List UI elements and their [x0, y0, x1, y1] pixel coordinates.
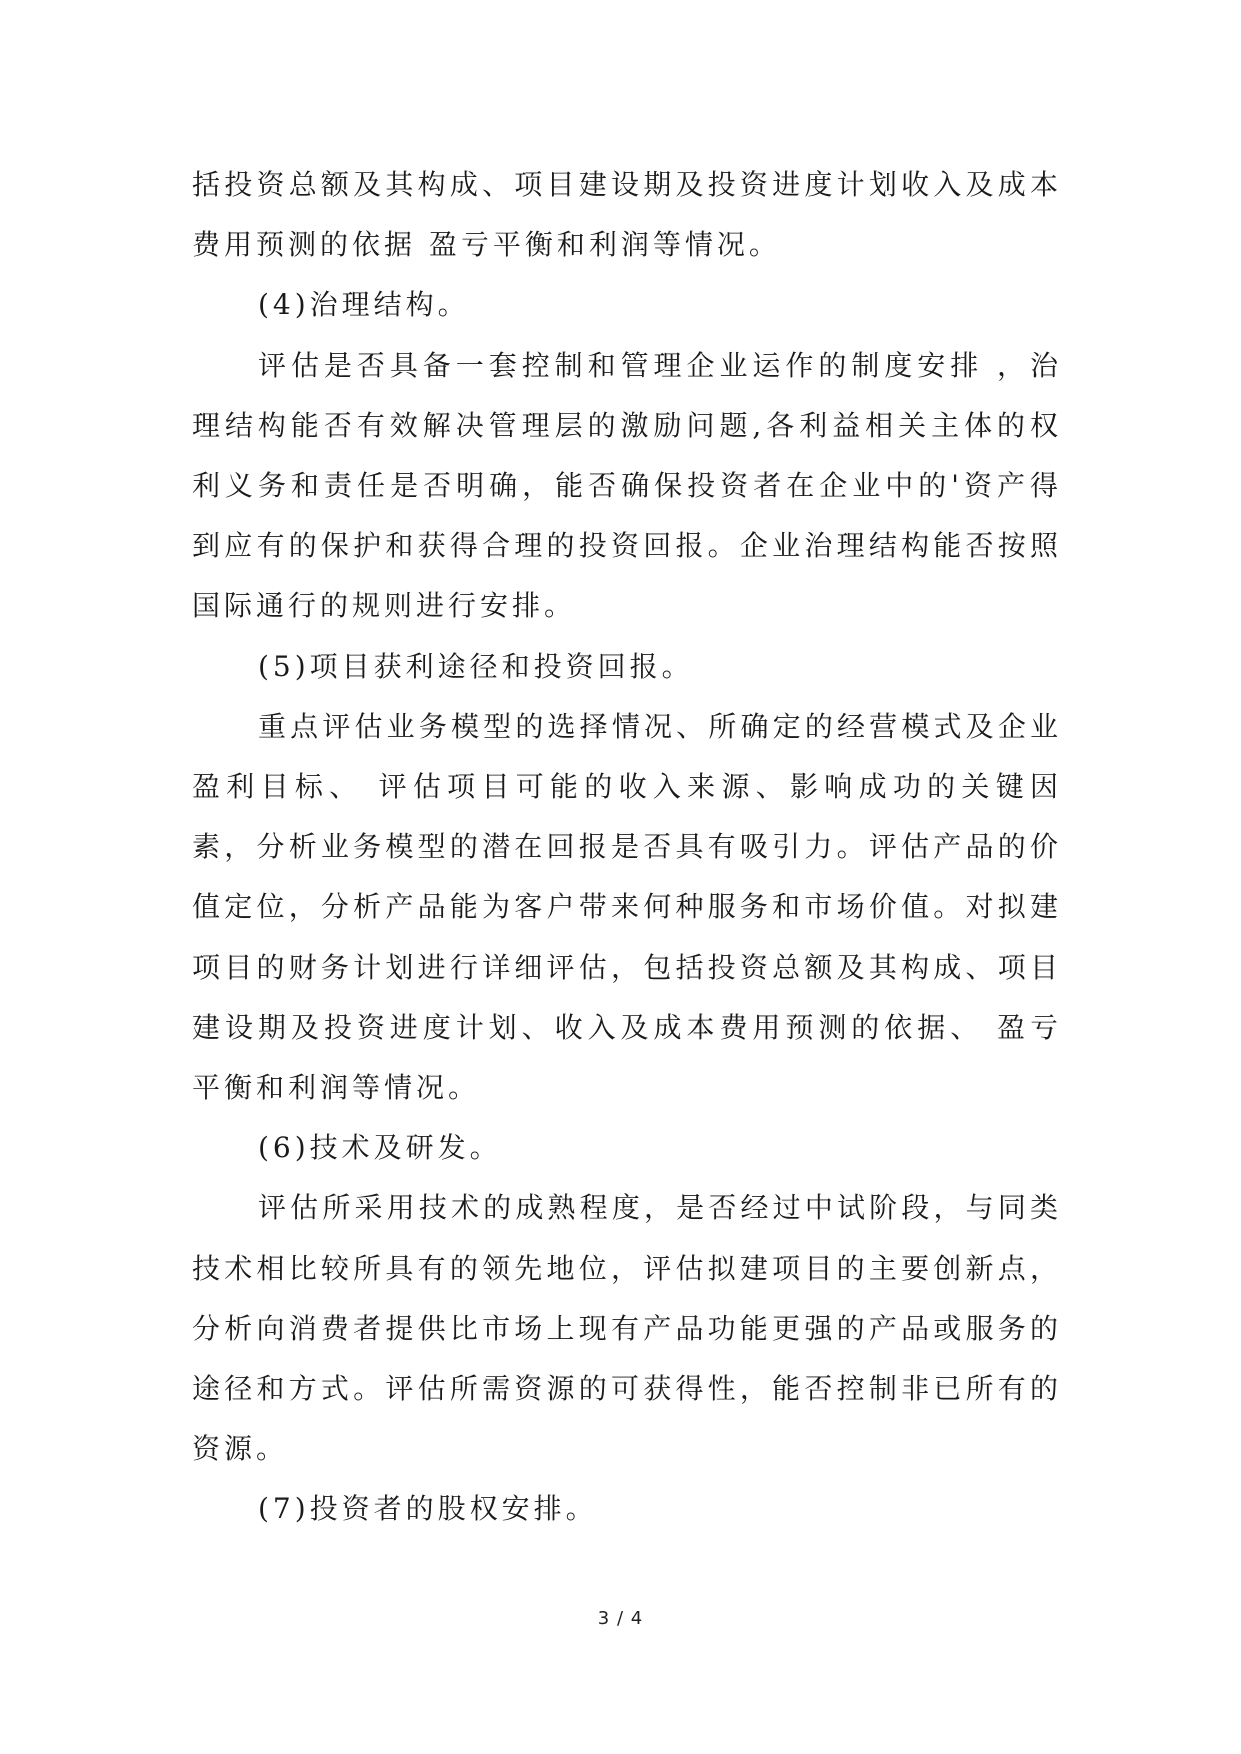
- section-heading-profit-returns: (5)项目获利途径和投资回报。: [258, 649, 694, 683]
- paragraph-continuation: 括投资总额及其构成、项目建设期及投资进度计划收入及成本费用预测的依据 盈亏平衡和利润等情况。: [192, 168, 1062, 262]
- paragraph-governance: 评估是否具备一套控制和管理企业运作的制度安排 ，治理结构能否有效解决管理层的激励问题,各利益相关主体的权利义务和责任是否明确，能否确保投资者在企业中的'资产得到应有的保护和获得合理的投资回报。企业治理结构能否按照国际通行的规则进行安排。: [192, 348, 1062, 623]
- page-number: 3 / 4: [597, 1608, 644, 1629]
- section-heading-technology: (6)技术及研发。: [258, 1131, 502, 1165]
- paragraph-profit-returns: 重点评估业务模型的选择情况、所确定的经营模式及企业盈利目标、 评估项目可能的收入来源、影响成功的关键因素，分析业务模型的潜在回报是否具有吸引力。评估产品的价值定位，分析产品能为客户带来何种服务和市场价值。对拟建项目的财务计划进行详细评估，包括投资总额及其构成、项目建设期及投资进度计划、收入及成本费用预测的依据、 盈亏平衡和利润等情况。: [192, 709, 1062, 1105]
- section-heading-governance: (4)治理结构。: [258, 288, 470, 322]
- document-body: [192, 155, 1062, 1540]
- paragraph-technology: 评估所采用技术的成熟程度，是否经过中试阶段，与同类技术相比较所具有的领先地位，评估拟建项目的主要创新点，分析向消费者提供比市场上现有产品功能更强的产品或服务的途径和方式。评估所需资源的可获得性，能否控制非已所有的资源。: [192, 1191, 1062, 1466]
- section-heading-equity: (7)投资者的股权安排。: [258, 1492, 598, 1526]
